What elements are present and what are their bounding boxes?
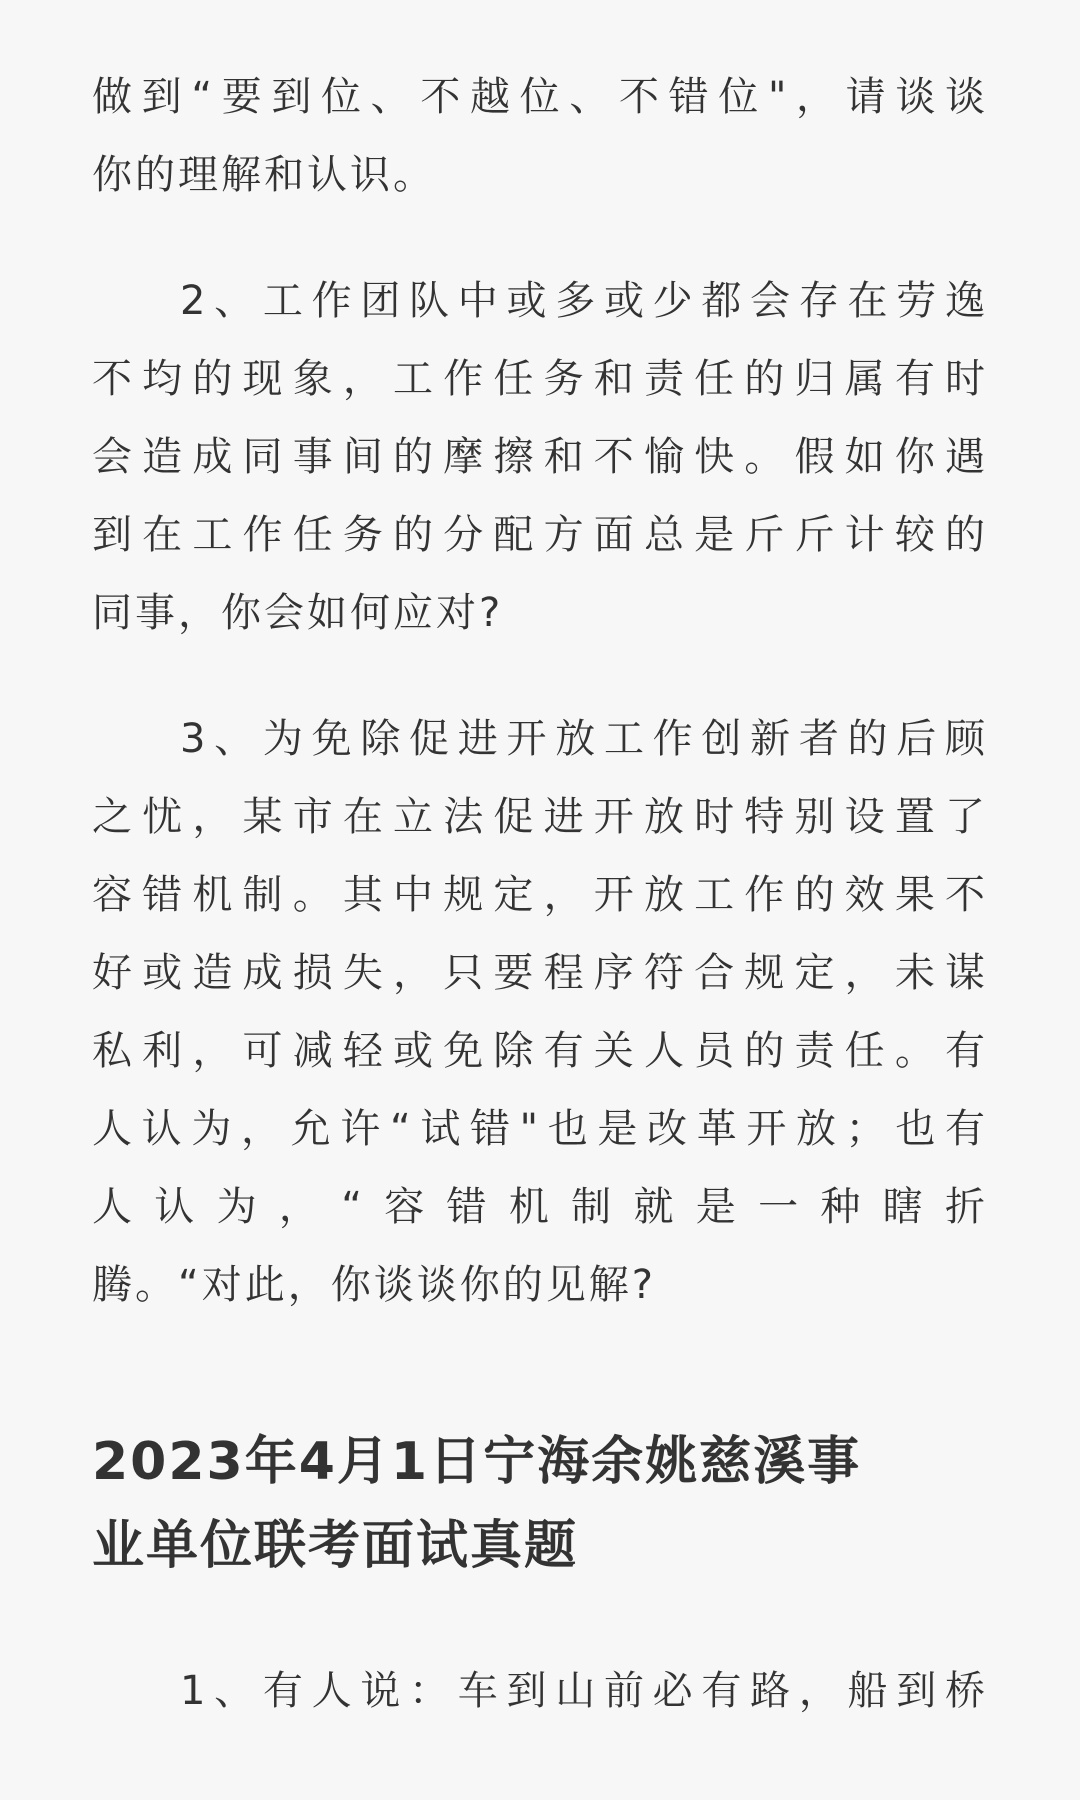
text-line: 之忧，某市在立法促进开放时特别设置了 xyxy=(92,794,988,840)
question-2 xyxy=(92,262,988,652)
text-line: 同事，你会如何应对? xyxy=(92,590,504,636)
text-line: 人认为，“容错机制就是一种瞎折 xyxy=(92,1184,988,1230)
question-3 xyxy=(92,700,988,1324)
text-line: 做到“要到位、不越位、不错位"，请谈谈 xyxy=(92,74,988,120)
text-line: 人认为，允许“试错"也是改革开放；也有 xyxy=(92,1106,988,1152)
text-line: 不均的现象，工作任务和责任的归属有时 xyxy=(92,356,988,402)
text-line: 2、工作团队中或多或少都会存在劳逸 xyxy=(180,278,988,324)
text-line: 容错机制。其中规定，开放工作的效果不 xyxy=(92,872,988,918)
text-line: 会造成同事间的摩擦和不愉快。假如你遇 xyxy=(92,434,988,480)
text-line: 1、有人说：车到山前必有路，船到桥 xyxy=(180,1668,988,1714)
question-1-tail xyxy=(92,58,988,214)
heading-line: 业单位联考面试真题 xyxy=(92,1516,579,1576)
text-line: 腾。“对此，你谈谈你的见解? xyxy=(92,1262,656,1308)
section-gap xyxy=(92,1588,988,1652)
paragraph-gap xyxy=(92,652,988,700)
paragraph-gap xyxy=(92,214,988,262)
text-line: 3、为免除促进开放工作创新者的后顾 xyxy=(180,716,988,762)
text-line: 你的理解和认识。 xyxy=(92,152,436,198)
text-line: 好或造成损失，只要程序符合规定，未谋 xyxy=(92,950,988,996)
text-line: 到在工作任务的分配方面总是斤斤计较的 xyxy=(92,512,988,558)
text-line: 私利，可减轻或免除有关人员的责任。有 xyxy=(92,1028,988,1074)
heading-line: 2023年4月1日宁海余姚慈溪事 xyxy=(92,1432,862,1492)
section-heading xyxy=(92,1420,988,1588)
section-gap xyxy=(92,1324,988,1420)
question-4 xyxy=(92,1652,988,1730)
